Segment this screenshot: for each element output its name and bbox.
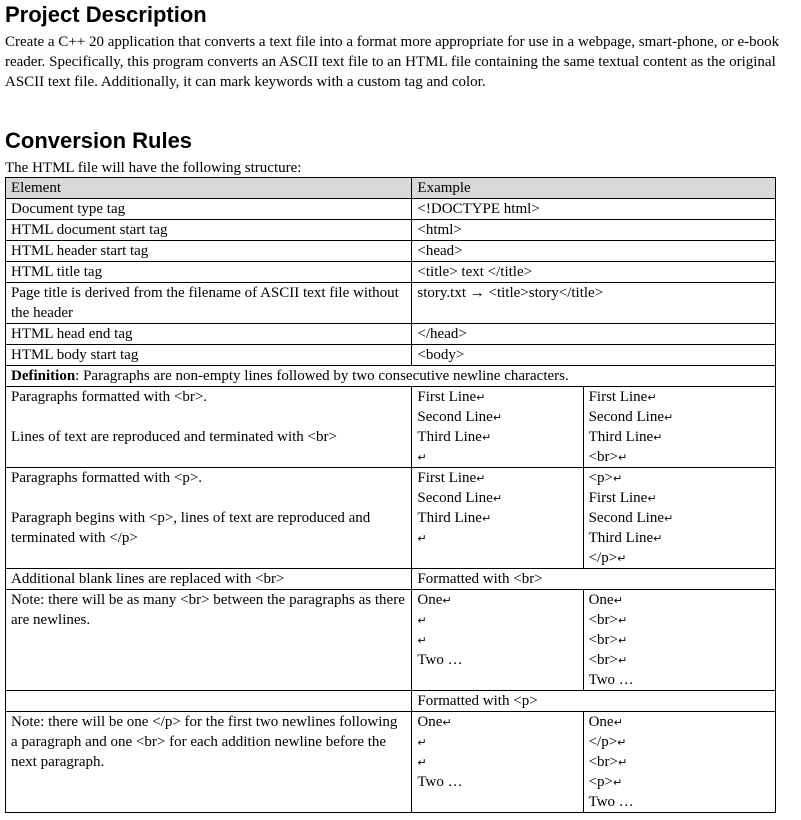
element-cell: HTML title tag: [6, 262, 412, 283]
return-icon: ↵: [417, 532, 427, 545]
br-rule-description: [6, 387, 412, 468]
br-rule-line2: Lines of text are reproduced and terminated with <br>: [11, 429, 337, 445]
return-icon: ↵: [417, 736, 427, 749]
br-rule-line1: Paragraphs formatted with <br>.: [11, 389, 208, 405]
p-format-row: [6, 691, 776, 712]
br-note-row: [6, 590, 776, 691]
element-cell: HTML head end tag: [6, 324, 412, 345]
return-icon: ↵: [481, 512, 492, 525]
return-icon: ↵: [417, 634, 427, 647]
return-icon: ↵: [476, 472, 486, 485]
element-cell: Document type tag: [6, 199, 412, 220]
p-rule-line1: Paragraphs formatted with <p>.: [11, 470, 203, 486]
br-rule-row: [6, 387, 776, 468]
br-rule-output: [583, 387, 775, 468]
p-note-input: [412, 712, 583, 813]
return-icon: ↵: [442, 594, 452, 607]
table-header-row: [6, 178, 776, 199]
output-line: Two …: [588, 672, 634, 688]
output-line: <br>: [588, 612, 618, 628]
p-rule-input: [412, 468, 583, 569]
structure-intro: The HTML file will have the following structure:: [5, 160, 302, 176]
table-row: [6, 262, 776, 283]
example-cell: </head>: [412, 324, 776, 345]
input-line: Third Line: [417, 429, 482, 445]
definition-cell: [6, 366, 776, 387]
return-icon: ↵: [417, 614, 427, 627]
return-icon: ↵: [618, 634, 628, 647]
blank-rule-example: Formatted with <br>: [412, 569, 776, 590]
output-line: </p>: [588, 734, 618, 750]
example-cell: <body>: [412, 345, 776, 366]
return-icon: ↵: [663, 512, 674, 525]
definition-row: [6, 366, 776, 387]
output-line: <p>: [588, 774, 613, 790]
definition-text: : Paragraphs are non-empty lines followed by two consecutive newline characters.: [75, 368, 569, 384]
return-icon: ↵: [613, 776, 623, 789]
return-icon: ↵: [613, 716, 623, 729]
p-note-row: [6, 712, 776, 813]
project-description-heading: Project Description: [5, 2, 207, 27]
p-format-header: Formatted with <p>: [412, 691, 776, 712]
return-icon: ↵: [618, 654, 628, 667]
output-line: </p>: [588, 550, 618, 566]
p-note-output: [583, 712, 775, 813]
output-line: <br>: [588, 652, 618, 668]
table-row: [6, 345, 776, 366]
example-cell: <!DOCTYPE html>: [412, 199, 776, 220]
br-note-text: Note: there will be as many <br> between the paragraphs as there are newlines.: [6, 590, 412, 691]
return-icon: ↵: [492, 411, 503, 424]
output-line: One: [588, 714, 614, 730]
output-line: <p>: [588, 470, 613, 486]
table-row: [6, 283, 776, 324]
output-line: <br>: [588, 632, 618, 648]
p-rule-output: [583, 468, 775, 569]
return-icon: ↵: [613, 472, 623, 485]
return-icon: ↵: [647, 391, 657, 404]
table-row: [6, 220, 776, 241]
return-icon: ↵: [653, 431, 663, 444]
return-icon: ↵: [613, 594, 623, 607]
output-line: Second Line: [588, 409, 664, 425]
output-line: <br>: [588, 754, 618, 770]
input-line: First Line: [417, 389, 477, 405]
return-icon: ↵: [492, 492, 503, 505]
element-cell: HTML header start tag: [6, 241, 412, 262]
element-cell: HTML body start tag: [6, 345, 412, 366]
example-cell: story.txt → <title>story</title>: [412, 283, 776, 324]
empty-cell: [6, 691, 412, 712]
definition-label: Definition: [11, 368, 76, 384]
output-line: Two …: [588, 794, 634, 810]
br-note-output: [583, 590, 775, 691]
return-icon: ↵: [476, 391, 486, 404]
example-column-header: Example: [412, 178, 776, 199]
blank-rule-row: [6, 569, 776, 590]
p-rule-line2: Paragraph begins with <p>, lines of text are reproduced and terminated with </p>: [11, 510, 371, 546]
output-line: First Line: [588, 490, 648, 506]
element-cell: HTML document start tag: [6, 220, 412, 241]
example-cell: <title> text </title>: [412, 262, 776, 283]
return-icon: ↵: [647, 492, 657, 505]
return-icon: ↵: [617, 552, 627, 565]
output-line: Second Line: [588, 510, 664, 526]
conversion-rules-table: [5, 177, 776, 813]
return-icon: ↵: [442, 716, 452, 729]
output-line: <br>: [588, 449, 618, 465]
table-row: [6, 324, 776, 345]
example-cell: <head>: [412, 241, 776, 262]
br-note-input: [412, 590, 583, 691]
output-line: One: [588, 592, 614, 608]
return-icon: ↵: [663, 411, 674, 424]
output-line: Third Line: [588, 429, 654, 445]
return-icon: ↵: [617, 736, 627, 749]
output-line: Third Line: [588, 530, 654, 546]
input-line: One: [417, 714, 443, 730]
example-cell: <html>: [412, 220, 776, 241]
input-line: Second Line: [417, 409, 493, 425]
conversion-rules-heading: Conversion Rules: [5, 128, 193, 153]
return-icon: ↵: [618, 756, 628, 769]
return-icon: ↵: [481, 431, 492, 444]
p-rule-row: [6, 468, 776, 569]
br-rule-input: [412, 387, 583, 468]
project-description-paragraph: Create a C++ 20 application that converts a text file into a format more appropriate for use in a webpage, smart-phone, or e-book reader. Specifically, this program converts an ASCII text file to an HTML file containing the same textual content as the original ASCII text file. Additionally, it can mark keywords with a custom tag and color.: [5, 34, 780, 90]
return-icon: ↵: [417, 451, 427, 464]
return-icon: ↵: [653, 532, 663, 545]
blank-rule-element: Additional blank lines are replaced with <br>: [6, 569, 412, 590]
return-icon: ↵: [417, 756, 427, 769]
input-line: Second Line: [417, 490, 493, 506]
table-row: [6, 241, 776, 262]
input-line: Two …: [417, 652, 463, 668]
element-cell: Page title is derived from the filename of ASCII text file without the header: [6, 283, 412, 324]
input-line: First Line: [417, 470, 477, 486]
output-line: First Line: [588, 389, 648, 405]
input-line: Third Line: [417, 510, 482, 526]
table-row: [6, 199, 776, 220]
element-column-header: Element: [6, 178, 412, 199]
input-line: One: [417, 592, 443, 608]
return-icon: ↵: [618, 614, 628, 627]
p-rule-description: [6, 468, 412, 569]
input-line: Two …: [417, 774, 463, 790]
return-icon: ↵: [618, 451, 628, 464]
p-note-text: Note: there will be one </p> for the first two newlines following a paragraph and one <br> for each addition newline before the next paragraph.: [6, 712, 412, 813]
